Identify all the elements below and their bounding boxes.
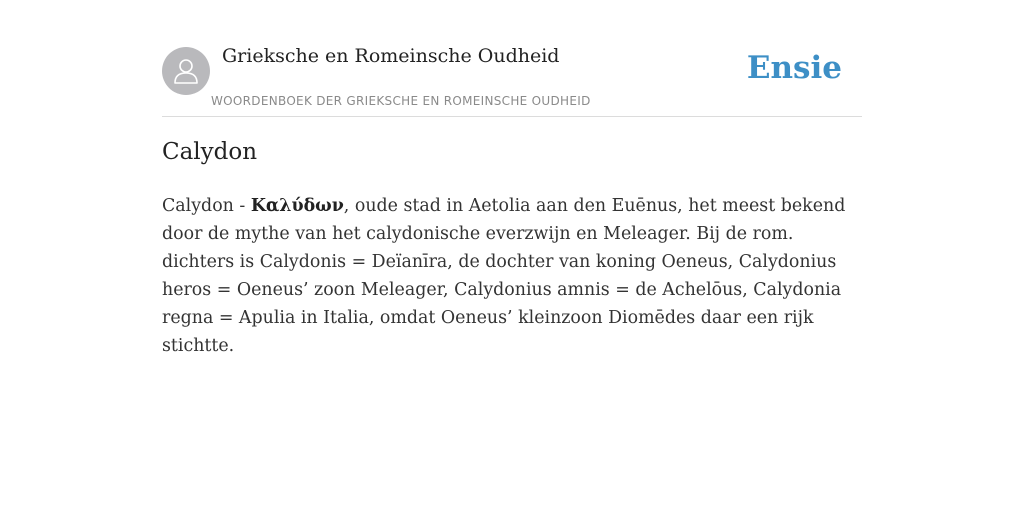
author-name-link[interactable]: Grieksche en Romeinsche Oudheid (222, 45, 560, 67)
entry-title: Calydon (162, 139, 258, 165)
dictionary-subtitle: WOORDENBOEK DER GRIEKSCHE EN ROMEINSCHE OUDHEID (211, 94, 591, 108)
term-separator: - (233, 196, 251, 216)
definition-text: , oude stad in Aetolia aan den Euēnus, het meest bekend door de mythe van het calydonische everzwijn en Meleager. Bij de rom. dichters is Calydonis = Deïanīra, de dochter van koning Oeneus, Calydonius heros = Oeneus’ zoon Meleager, Calydonius amnis = de Achelōus, Calydonia regna = Apulia in Italia, omdat Oeneus’ kleinzoon Diomēdes daar een rijk stichtte. (162, 196, 846, 356)
entry-term: Calydon (162, 196, 234, 216)
ensie-logo-link[interactable]: Ensie (746, 50, 842, 86)
page-header (162, 40, 862, 117)
greek-term: Καλύδων (250, 196, 344, 216)
avatar[interactable] (162, 47, 210, 95)
entry-definition (162, 192, 862, 360)
user-outline-icon (171, 56, 201, 86)
